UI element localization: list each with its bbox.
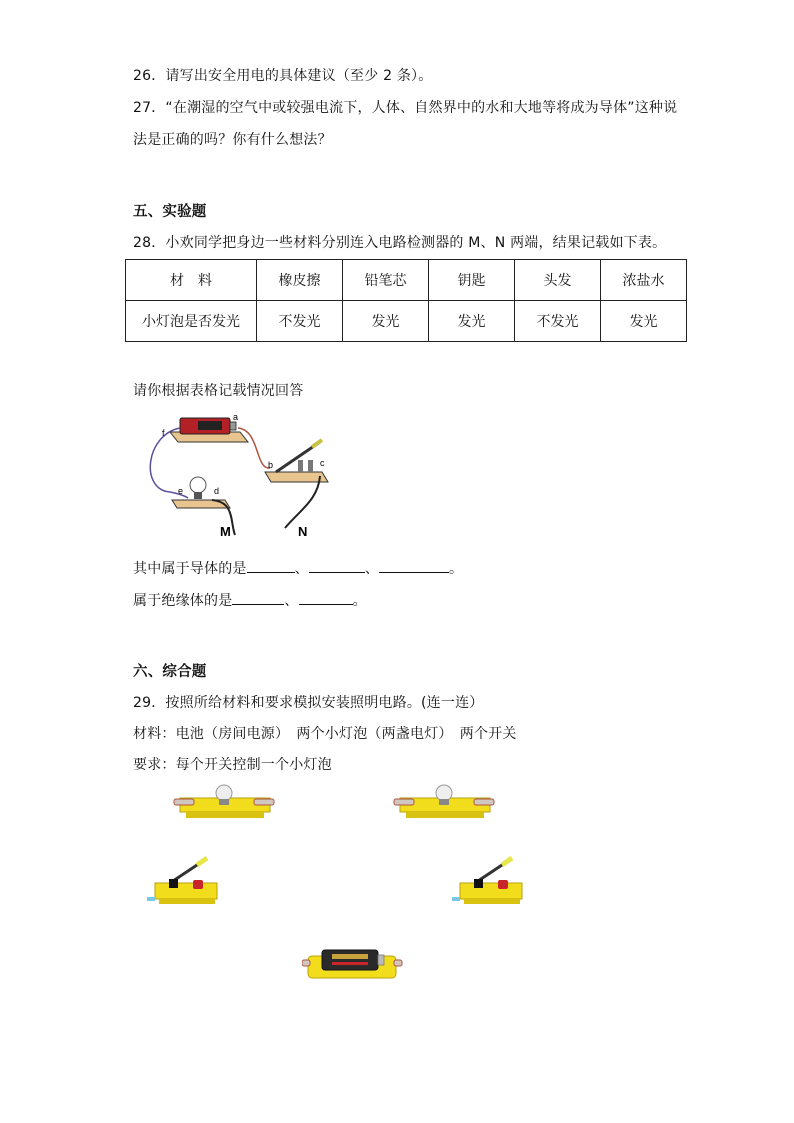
question-26: 26．请写出安全用电的具体建议（至少 2 条）。 [133,68,433,84]
switch-handle [197,858,207,865]
clip-right [474,799,494,805]
switch-base-front [159,899,215,904]
table-cell: 发光 [601,301,687,342]
table-cell: 发光 [429,301,515,342]
bulb-holder-2[interactable] [392,782,497,822]
clip-left [394,799,414,805]
period: 。 [352,593,367,609]
battery-terminal [378,955,384,965]
label-c: c [320,458,325,468]
battery-terminal [230,422,236,430]
question-27-line-1: 27．“在潮湿的空气中或较强电流下，人体、自然界中的水和大地等将成为导体”这种说 [133,100,678,116]
bulb-board [172,500,230,508]
terminal-red [193,880,203,889]
table-cell: 钥匙 [429,260,515,301]
switch-base-front [464,899,520,904]
terminal-black [474,879,483,888]
bulb-socket [439,799,449,805]
label-n: N [298,524,308,539]
conductors-prefix: 其中属于导体的是 [133,561,247,577]
switch-handle [502,858,512,865]
table-cell: 材 料 [126,260,257,301]
switch-base [460,883,522,899]
table-cell: 铅笔芯 [343,260,429,301]
table-cell: 浓盐水 [601,260,687,301]
battery-label [198,421,222,430]
switch-post [308,460,313,472]
label-b: b [268,460,274,470]
clip-right [394,960,402,966]
table-cell: 不发光 [257,301,343,342]
answer-blank[interactable] [247,558,295,573]
wire-brown [238,428,270,468]
clip-right [254,799,274,805]
insulators-line [133,590,367,611]
holder-base-front [186,812,264,818]
table-cell: 橡皮擦 [257,260,343,301]
bulb-holder-1[interactable] [172,782,277,822]
circuit-detector-figure [140,410,350,540]
bulb-icon [436,785,452,801]
table-header-row [126,260,687,301]
clip-left [302,960,310,966]
switch-2[interactable] [450,853,530,908]
answer-blank[interactable] [299,590,353,605]
requirement-line: 要求：每个开关控制一个小灯泡 [133,757,332,773]
answer-blank[interactable] [232,590,284,605]
table-cell: 小灯泡是否发光 [126,301,257,342]
question-27-line-2: 法是正确的吗？你有什么想法？ [133,132,332,148]
battery-label-stripe [332,954,368,959]
materials-line: 材料：电池（房间电源） 两个小灯泡（两盏电灯） 两个开关 [133,726,517,742]
clip-left [147,897,155,901]
insulators-prefix: 属于绝缘体的是 [133,593,233,609]
period: 。 [449,561,464,577]
label-m: M [220,524,231,539]
question-28: 28．小欢同学把身边一些材料分别连入电路检测器的 M、N 两端，结果记载如下表。 [133,235,667,251]
answer-blank[interactable] [309,558,365,573]
table-row [126,301,687,342]
clip-left [452,897,460,901]
label-e: e [178,486,184,496]
bulb-base [194,492,202,499]
section-5-title: 五、实验题 [133,204,207,220]
switch-post [298,460,303,472]
clip-left [174,799,194,805]
bulb-socket [219,799,229,805]
separator: 、 [294,561,309,577]
battery-holder[interactable] [302,942,404,984]
table-cell: 头发 [515,260,601,301]
label-d: d [214,486,220,496]
answer-blank[interactable] [379,558,449,573]
conductors-line [133,558,463,579]
label-f: f [162,428,165,438]
bulb-icon [190,477,206,493]
bulb-icon [216,785,232,801]
battery-icon [322,950,378,970]
question-29: 29．按照所给材料和要求模拟安装照明电路。(连一连） [133,695,484,711]
separator: 、 [284,593,299,609]
table-cell: 不发光 [515,301,601,342]
label-a: a [233,412,239,422]
terminal-black [169,879,178,888]
separator: 、 [364,561,380,577]
section-6-title: 六、综合题 [133,664,207,680]
table-cell: 发光 [343,301,429,342]
results-table [125,259,687,342]
terminal-red [498,880,508,889]
switch-base [155,883,217,899]
holder-base-front [406,812,484,818]
wire-n [285,476,320,528]
switch-1[interactable] [145,853,225,908]
battery-label-stripe-red [332,962,368,965]
switch-handle [312,440,322,447]
table-prompt: 请你根据表格记载情况回答 [133,383,304,399]
